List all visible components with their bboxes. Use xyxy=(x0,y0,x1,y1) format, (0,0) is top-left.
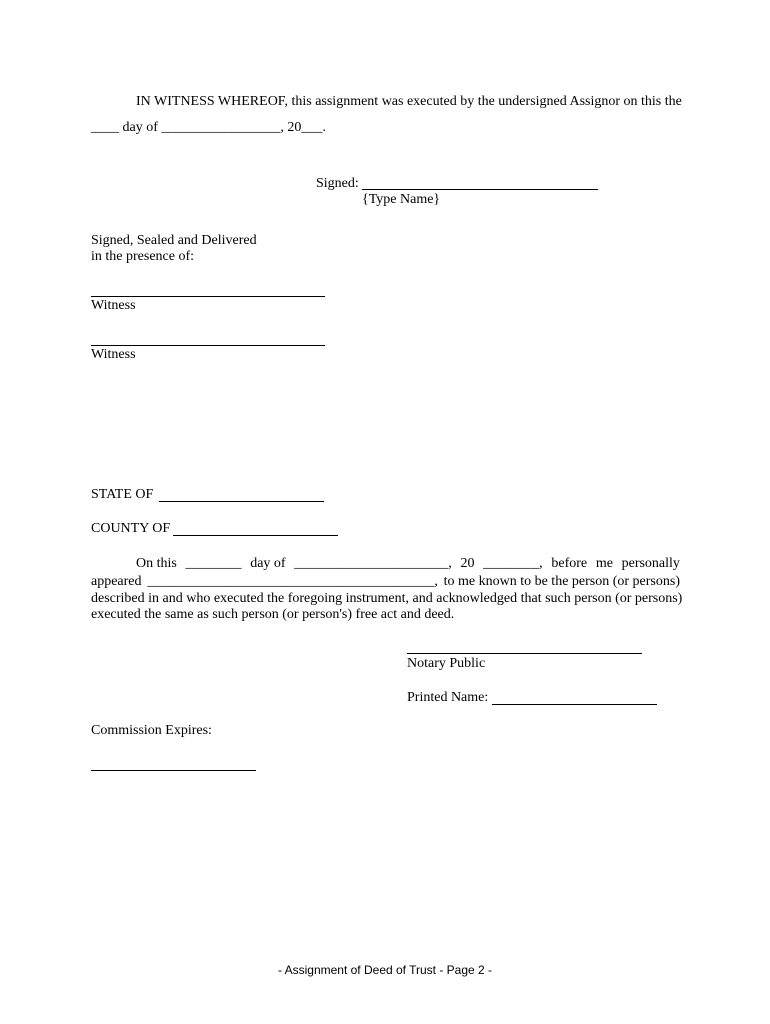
county-of-label: COUNTY OF xyxy=(91,521,171,536)
notary-signature-line xyxy=(407,653,642,654)
ack-l1-a: On this xyxy=(136,556,177,571)
notary-public-label: Notary Public xyxy=(407,656,486,671)
ack-l1-i: personally xyxy=(621,556,680,571)
printed-name-line xyxy=(492,704,657,705)
ack-line1 xyxy=(136,556,680,572)
ack-l1-b: ________ xyxy=(185,556,242,571)
ack-l1-c: day of xyxy=(250,556,286,571)
ack-line3: described in and who executed the foregoing instrument, and acknowledged that such person (or persons) xyxy=(91,591,683,606)
page-footer: - Assignment of Deed of Trust - Page 2 - xyxy=(277,963,493,977)
signature-line xyxy=(362,189,598,190)
ack-l1-e: 20 xyxy=(460,556,475,571)
ack-l2-c: to me known to be the person (or persons) xyxy=(443,574,680,589)
ack-l2-b: _________________________________________, xyxy=(147,574,438,589)
ack-l1-g: before xyxy=(551,556,588,571)
witness1-line xyxy=(91,296,325,297)
ack-line4: executed the same as such person (or person's) free act and deed. xyxy=(91,607,455,622)
signed-label: Signed: xyxy=(316,176,359,191)
state-line xyxy=(159,501,324,502)
witness2-label: Witness xyxy=(91,347,136,362)
witness-clause-line1: IN WITNESS WHEREOF, this assignment was executed by the undersigned Assignor on this the xyxy=(136,94,682,109)
witness2-line xyxy=(91,345,325,346)
ack-l1-f: ________, xyxy=(483,556,543,571)
ack-l1-d: ______________________, xyxy=(294,556,452,571)
commission-expires-label: Commission Expires: xyxy=(91,723,212,738)
ack-l1-h: me xyxy=(595,556,613,571)
printed-name-label: Printed Name: xyxy=(407,690,489,705)
commission-expires-line xyxy=(91,770,256,771)
state-of-label: STATE OF xyxy=(91,487,154,502)
signed-sealed-delivered: Signed, Sealed and Delivered xyxy=(91,233,257,248)
witness-clause-line2: ____ day of _________________, 20___. xyxy=(91,120,326,135)
in-presence-of: in the presence of: xyxy=(91,249,195,264)
ack-l2-a: appeared xyxy=(91,574,142,589)
type-name-label: {Type Name} xyxy=(362,192,441,207)
witness1-label: Witness xyxy=(91,298,136,313)
ack-line2 xyxy=(91,574,680,590)
county-line xyxy=(173,535,338,536)
